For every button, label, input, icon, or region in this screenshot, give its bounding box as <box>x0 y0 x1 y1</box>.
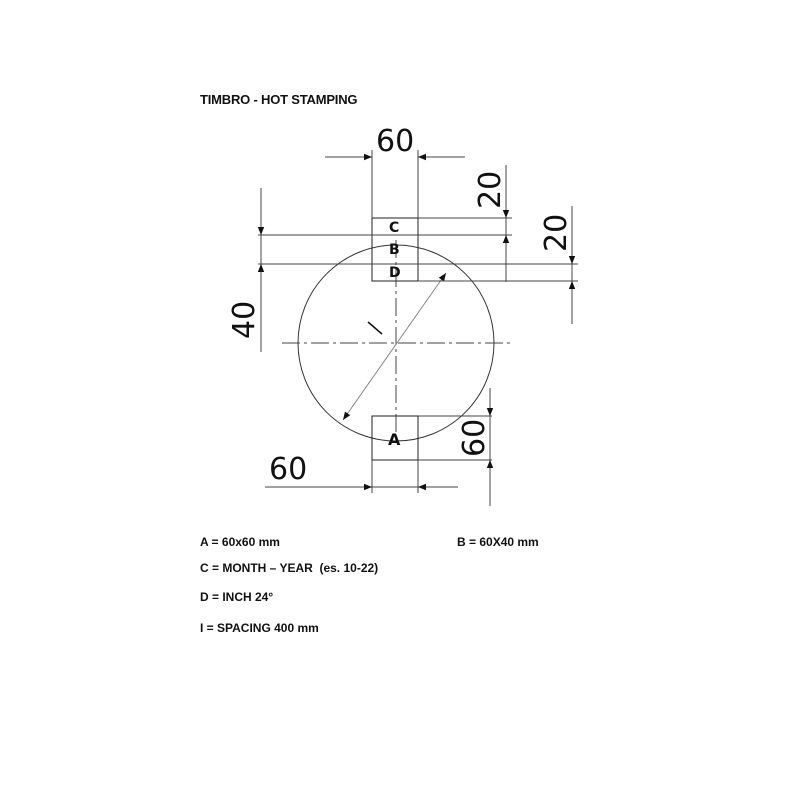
legend-c: C = MONTH – YEAR (es. 10-22) <box>200 561 379 575</box>
legend-d: D = INCH 24° <box>200 590 274 604</box>
dim-right-height: 20 <box>539 213 574 252</box>
box-c-label: C <box>389 220 400 236</box>
dim-left-height: 40 <box>227 300 262 339</box>
legend-i: I = SPACING 400 mm <box>200 621 319 635</box>
box-a-label: A <box>388 430 401 449</box>
page-title: TIMBRO - HOT STAMPING <box>200 92 358 107</box>
dim-bottom-width: 60 <box>269 452 308 487</box>
legend-b: B = 60X40 mm <box>457 535 539 549</box>
dim-top-width: 60 <box>376 124 415 159</box>
legend-a: A = 60x60 mm <box>200 535 280 549</box>
dim-top-height: 20 <box>473 170 508 209</box>
diameter-tick <box>368 322 382 334</box>
dim-bottom-height: 60 <box>457 418 492 457</box>
box-b-label: B <box>389 242 400 258</box>
box-d-label: D <box>389 265 401 281</box>
diameter-arrow <box>343 273 446 420</box>
